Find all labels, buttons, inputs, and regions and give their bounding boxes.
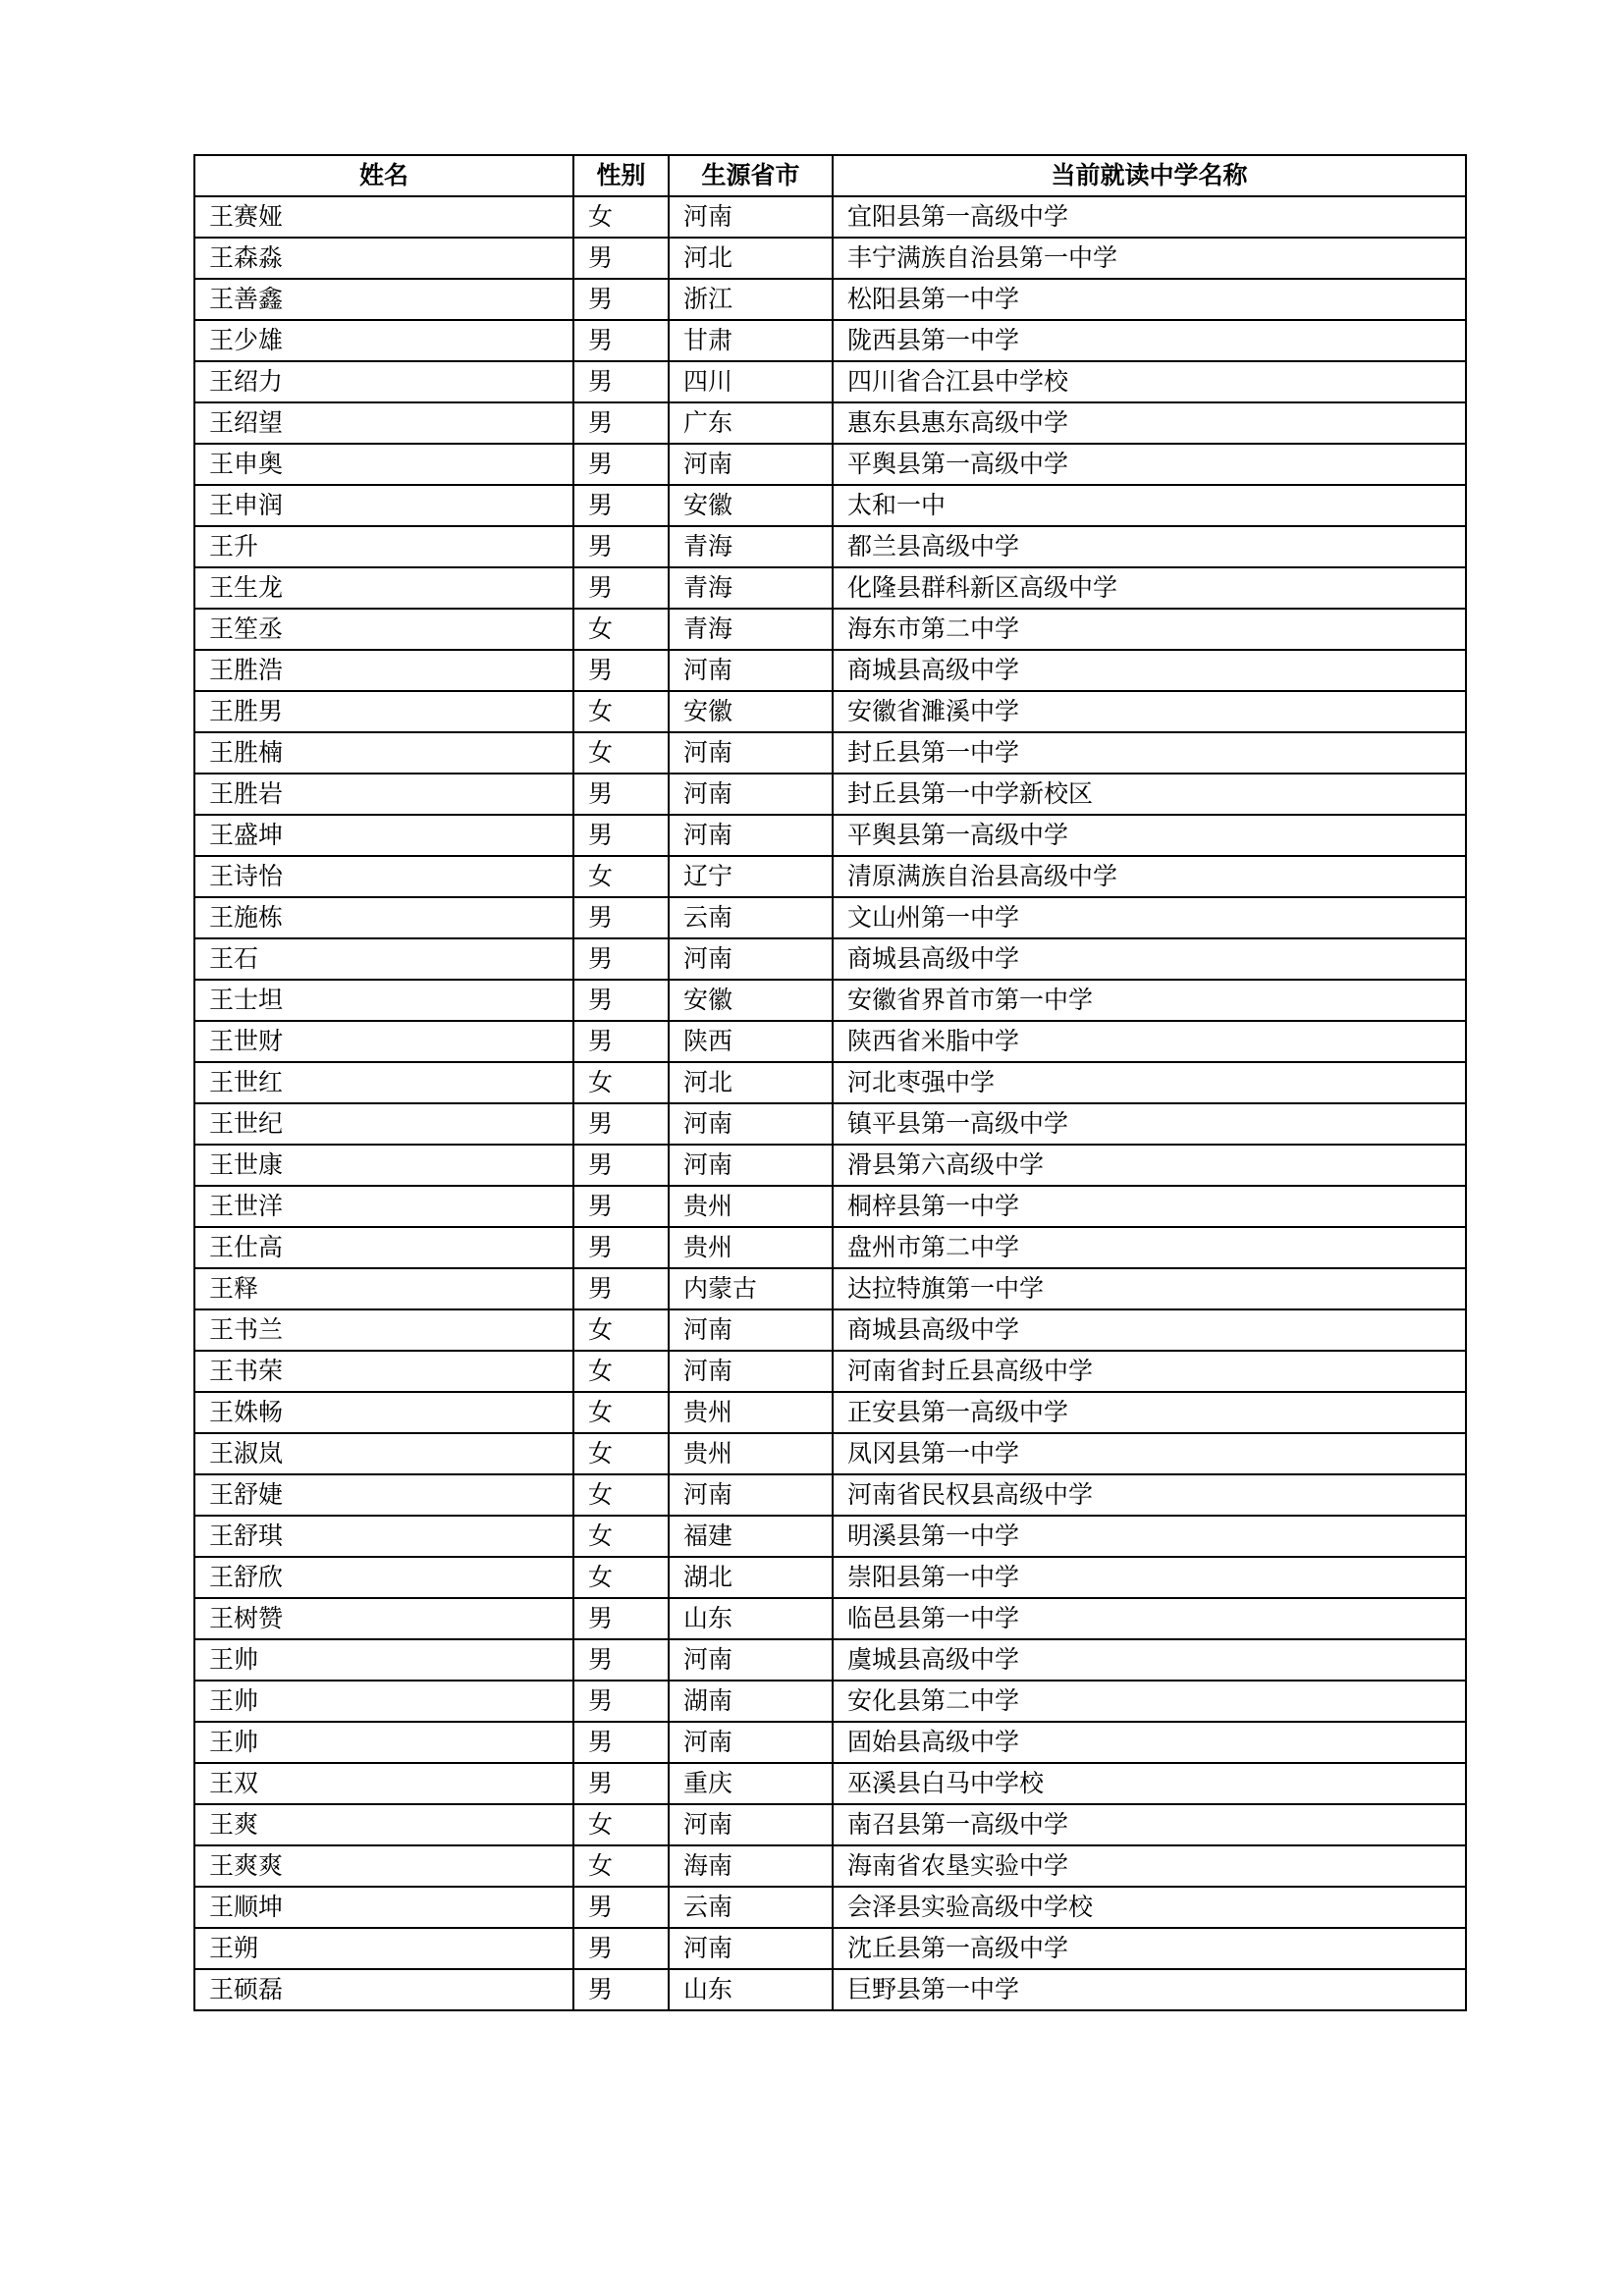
province-cell: 河南 [669,815,833,856]
name-cell: 王顺坤 [194,1887,573,1928]
gender-cell: 男 [573,897,669,938]
table-row [194,1845,1466,1887]
gender-cell: 男 [573,1969,669,2010]
province-cell: 辽宁 [669,856,833,897]
table-row [194,526,1466,567]
table-row [194,361,1466,402]
school-cell: 文山州第一中学 [833,897,1466,938]
name-cell: 王士坦 [194,980,573,1021]
province-cell: 云南 [669,1887,833,1928]
name-cell: 王双 [194,1763,573,1804]
gender-cell: 男 [573,815,669,856]
gender-cell: 男 [573,1145,669,1186]
province-cell: 河南 [669,1804,833,1845]
gender-cell: 男 [573,938,669,980]
school-cell: 明溪县第一中学 [833,1516,1466,1557]
school-cell: 化隆县群科新区高级中学 [833,567,1466,609]
school-cell: 海南省农垦实验中学 [833,1845,1466,1887]
school-cell: 正安县第一高级中学 [833,1392,1466,1433]
school-cell: 太和一中 [833,485,1466,526]
gender-cell: 女 [573,196,669,238]
name-cell: 王施栋 [194,897,573,938]
gender-cell: 男 [573,485,669,526]
school-cell: 平舆县第一高级中学 [833,815,1466,856]
table-row [194,1639,1466,1681]
gender-cell: 女 [573,1351,669,1392]
school-cell: 丰宁满族自治县第一中学 [833,238,1466,279]
table-row [194,897,1466,938]
table-row [194,485,1466,526]
province-cell: 河南 [669,1474,833,1516]
province-cell: 广东 [669,402,833,444]
name-cell: 王淑岚 [194,1433,573,1474]
table-row [194,1145,1466,1186]
school-cell: 商城县高级中学 [833,650,1466,691]
table-row [194,732,1466,774]
province-cell: 河南 [669,732,833,774]
table-row [194,980,1466,1021]
name-cell: 王绍望 [194,402,573,444]
name-cell: 王森淼 [194,238,573,279]
school-cell: 平舆县第一高级中学 [833,444,1466,485]
name-cell: 王帅 [194,1639,573,1681]
table-row [194,1227,1466,1268]
table-row [194,1969,1466,2010]
table-row [194,774,1466,815]
table-row [194,1722,1466,1763]
name-cell: 王申润 [194,485,573,526]
name-cell: 王仕高 [194,1227,573,1268]
gender-cell: 女 [573,1845,669,1887]
gender-cell: 女 [573,1392,669,1433]
school-cell: 河南省民权县高级中学 [833,1474,1466,1516]
gender-cell: 男 [573,1598,669,1639]
gender-cell: 男 [573,774,669,815]
school-cell: 安化县第二中学 [833,1681,1466,1722]
name-cell: 王少雄 [194,320,573,361]
gender-cell: 男 [573,1763,669,1804]
name-cell: 王世红 [194,1062,573,1103]
table-row [194,1268,1466,1309]
table-row [194,444,1466,485]
name-cell: 王世纪 [194,1103,573,1145]
gender-cell: 男 [573,361,669,402]
gender-cell: 男 [573,567,669,609]
table-row [194,238,1466,279]
header-name: 姓名 [194,155,573,196]
province-cell: 河南 [669,1722,833,1763]
province-cell: 湖北 [669,1557,833,1598]
school-cell: 陇西县第一中学 [833,320,1466,361]
gender-cell: 男 [573,1928,669,1969]
school-cell: 四川省合江县中学校 [833,361,1466,402]
table-row [194,1186,1466,1227]
table-row [194,1887,1466,1928]
school-cell: 安徽省界首市第一中学 [833,980,1466,1021]
province-cell: 四川 [669,361,833,402]
school-cell: 清原满族自治县高级中学 [833,856,1466,897]
gender-cell: 男 [573,444,669,485]
table-row [194,815,1466,856]
school-cell: 陕西省米脂中学 [833,1021,1466,1062]
province-cell: 河南 [669,196,833,238]
province-cell: 海南 [669,1845,833,1887]
school-cell: 惠东县惠东高级中学 [833,402,1466,444]
school-cell: 河南省封丘县高级中学 [833,1351,1466,1392]
table-row [194,1763,1466,1804]
gender-cell: 男 [573,980,669,1021]
gender-cell: 男 [573,279,669,320]
gender-cell: 男 [573,1681,669,1722]
province-cell: 山东 [669,1969,833,2010]
school-cell: 临邑县第一中学 [833,1598,1466,1639]
gender-cell: 女 [573,1557,669,1598]
province-cell: 河南 [669,1351,833,1392]
school-cell: 崇阳县第一中学 [833,1557,1466,1598]
table-row [194,938,1466,980]
school-cell: 巫溪县白马中学校 [833,1763,1466,1804]
table-row [194,691,1466,732]
table-row [194,1516,1466,1557]
province-cell: 贵州 [669,1433,833,1474]
gender-cell: 女 [573,1474,669,1516]
school-cell: 固始县高级中学 [833,1722,1466,1763]
province-cell: 甘肃 [669,320,833,361]
province-cell: 山东 [669,1598,833,1639]
school-cell: 镇平县第一高级中学 [833,1103,1466,1145]
name-cell: 王释 [194,1268,573,1309]
province-cell: 河南 [669,1639,833,1681]
name-cell: 王诗怡 [194,856,573,897]
school-cell: 会泽县实验高级中学校 [833,1887,1466,1928]
school-cell: 商城县高级中学 [833,1309,1466,1351]
table-row [194,1062,1466,1103]
name-cell: 王盛坤 [194,815,573,856]
province-cell: 贵州 [669,1227,833,1268]
gender-cell: 女 [573,1433,669,1474]
province-cell: 河南 [669,774,833,815]
name-cell: 王胜男 [194,691,573,732]
name-cell: 王世康 [194,1145,573,1186]
province-cell: 河北 [669,238,833,279]
gender-cell: 男 [573,1639,669,1681]
province-cell: 安徽 [669,691,833,732]
school-cell: 商城县高级中学 [833,938,1466,980]
name-cell: 王生龙 [194,567,573,609]
gender-cell: 女 [573,1804,669,1845]
school-cell: 盘州市第二中学 [833,1227,1466,1268]
gender-cell: 女 [573,1516,669,1557]
name-cell: 王胜浩 [194,650,573,691]
name-cell: 王舒琪 [194,1516,573,1557]
name-cell: 王爽爽 [194,1845,573,1887]
province-cell: 河南 [669,1145,833,1186]
name-cell: 王书荣 [194,1351,573,1392]
table-header-row [194,155,1466,196]
province-cell: 贵州 [669,1392,833,1433]
table-row [194,1309,1466,1351]
table-row [194,856,1466,897]
province-cell: 安徽 [669,980,833,1021]
gender-cell: 女 [573,1309,669,1351]
table-row [194,1474,1466,1516]
header-province: 生源省市 [669,155,833,196]
student-table [193,154,1467,2011]
table-row [194,320,1466,361]
province-cell: 河南 [669,1928,833,1969]
province-cell: 青海 [669,609,833,650]
gender-cell: 男 [573,1021,669,1062]
school-cell: 达拉特旗第一中学 [833,1268,1466,1309]
school-cell: 沈丘县第一高级中学 [833,1928,1466,1969]
name-cell: 王爽 [194,1804,573,1845]
gender-cell: 女 [573,609,669,650]
table-row [194,279,1466,320]
gender-cell: 男 [573,650,669,691]
province-cell: 青海 [669,526,833,567]
name-cell: 王申奥 [194,444,573,485]
name-cell: 王舒欣 [194,1557,573,1598]
name-cell: 王善鑫 [194,279,573,320]
gender-cell: 男 [573,1722,669,1763]
province-cell: 重庆 [669,1763,833,1804]
school-cell: 宜阳县第一高级中学 [833,196,1466,238]
name-cell: 王升 [194,526,573,567]
table-row [194,1681,1466,1722]
province-cell: 河南 [669,938,833,980]
province-cell: 福建 [669,1516,833,1557]
province-cell: 河南 [669,1309,833,1351]
name-cell: 王笙丞 [194,609,573,650]
name-cell: 王姝畅 [194,1392,573,1433]
table-row [194,650,1466,691]
gender-cell: 男 [573,1103,669,1145]
province-cell: 湖南 [669,1681,833,1722]
school-cell: 都兰县高级中学 [833,526,1466,567]
gender-cell: 男 [573,526,669,567]
table-row [194,1103,1466,1145]
name-cell: 王胜楠 [194,732,573,774]
province-cell: 浙江 [669,279,833,320]
province-cell: 陕西 [669,1021,833,1062]
province-cell: 河北 [669,1062,833,1103]
header-gender: 性别 [573,155,669,196]
school-cell: 安徽省濉溪中学 [833,691,1466,732]
name-cell: 王胜岩 [194,774,573,815]
gender-cell: 男 [573,402,669,444]
table-row [194,1433,1466,1474]
school-cell: 凤冈县第一中学 [833,1433,1466,1474]
header-school: 当前就读中学名称 [833,155,1466,196]
name-cell: 王朔 [194,1928,573,1969]
school-cell: 松阳县第一中学 [833,279,1466,320]
gender-cell: 女 [573,691,669,732]
name-cell: 王书兰 [194,1309,573,1351]
school-cell: 滑县第六高级中学 [833,1145,1466,1186]
name-cell: 王树赞 [194,1598,573,1639]
gender-cell: 女 [573,856,669,897]
gender-cell: 男 [573,1268,669,1309]
table-row [194,196,1466,238]
school-cell: 虞城县高级中学 [833,1639,1466,1681]
table-row [194,1392,1466,1433]
school-cell: 封丘县第一中学新校区 [833,774,1466,815]
province-cell: 内蒙古 [669,1268,833,1309]
table-row [194,1021,1466,1062]
table-row [194,609,1466,650]
table-row [194,1598,1466,1639]
province-cell: 安徽 [669,485,833,526]
name-cell: 王帅 [194,1722,573,1763]
school-cell: 桐梓县第一中学 [833,1186,1466,1227]
province-cell: 青海 [669,567,833,609]
gender-cell: 男 [573,1887,669,1928]
province-cell: 河南 [669,1103,833,1145]
province-cell: 贵州 [669,1186,833,1227]
school-cell: 南召县第一高级中学 [833,1804,1466,1845]
province-cell: 云南 [669,897,833,938]
table-row [194,1804,1466,1845]
name-cell: 王石 [194,938,573,980]
gender-cell: 男 [573,1227,669,1268]
school-cell: 河北枣强中学 [833,1062,1466,1103]
name-cell: 王赛娅 [194,196,573,238]
name-cell: 王世洋 [194,1186,573,1227]
table-row [194,1928,1466,1969]
table-row [194,402,1466,444]
gender-cell: 女 [573,732,669,774]
name-cell: 王舒婕 [194,1474,573,1516]
school-cell: 海东市第二中学 [833,609,1466,650]
name-cell: 王帅 [194,1681,573,1722]
gender-cell: 女 [573,1062,669,1103]
name-cell: 王硕磊 [194,1969,573,2010]
gender-cell: 男 [573,320,669,361]
name-cell: 王世财 [194,1021,573,1062]
school-cell: 巨野县第一中学 [833,1969,1466,2010]
table-row [194,1351,1466,1392]
gender-cell: 男 [573,1186,669,1227]
province-cell: 河南 [669,444,833,485]
province-cell: 河南 [669,650,833,691]
table-row [194,567,1466,609]
gender-cell: 男 [573,238,669,279]
table-row [194,1557,1466,1598]
name-cell: 王绍力 [194,361,573,402]
school-cell: 封丘县第一中学 [833,732,1466,774]
